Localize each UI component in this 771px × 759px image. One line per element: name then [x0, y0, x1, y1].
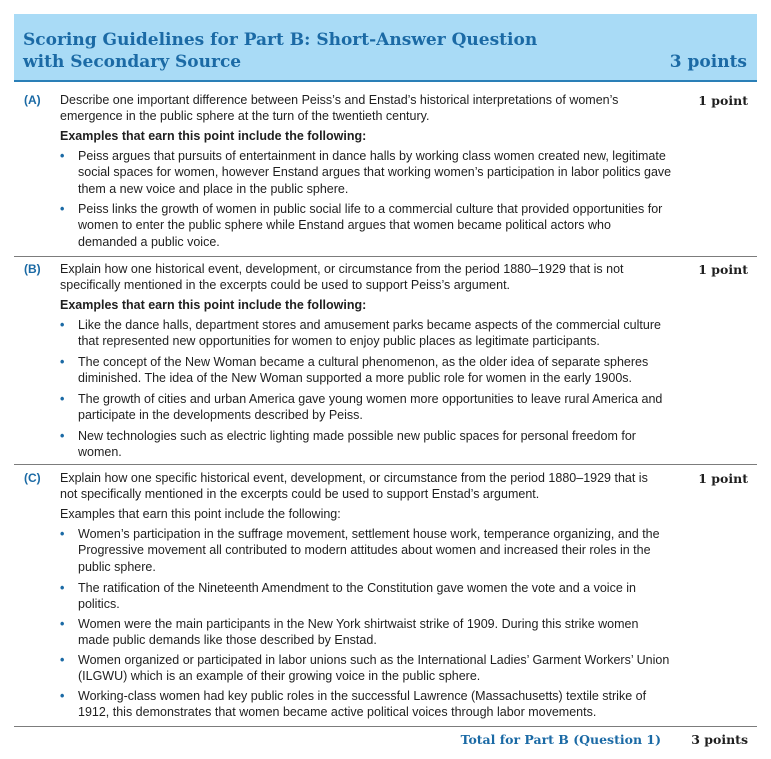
list-item: • The ratification of the Nineteenth Amendment to the Constitution gave women the vote and a voice in politics.	[60, 581, 636, 612]
section-prompt: Explain how one historical event, development, or circumstance from the period 1880–1929 that is not specifically mentioned in the excerpts could be used to support Peiss’s argument.	[60, 262, 624, 293]
total-points: 3 points	[691, 732, 748, 747]
section-letter: (C)	[24, 471, 41, 485]
total-points-header: 3 points	[669, 52, 747, 72]
bullet-icon: •	[60, 202, 65, 216]
list-item: • New technologies such as electric lighting made possible new public spaces for personal freedom for women.	[60, 429, 636, 460]
bullet-icon: •	[60, 355, 65, 369]
list-item: • Peiss links the growth of women in public social life to a commercial culture that provided opportunities for women to enter the public sphere while Enstand argues that women became political actors who demanded a public voice.	[60, 202, 663, 249]
list-item: • Women organized or participated in labor unions such as the International Ladies’ Garment Workers’ Union (ILGWU) which is an example of their growing voice in the public sphere.	[60, 653, 670, 684]
section-points: 1 point	[698, 262, 748, 277]
header-banner	[14, 14, 757, 82]
section-a	[14, 92, 757, 257]
section-points: 1 point	[698, 93, 748, 108]
list-item: • Peiss argues that pursuits of entertainment in dance halls by working class women created new, legitimate social spaces for women, however Enstand argues that working women’s participation in labor politics gave them a new voice and place in the public sphere.	[60, 149, 672, 196]
list-item: • Working-class women had key public roles in the successful Lawrence (Massachusetts) textile strike of 1912, this demonstrates that women became active political voices through labor movements.	[60, 689, 647, 720]
bullet-icon: •	[60, 318, 65, 332]
examples-heading: Examples that earn this point include the following:	[60, 129, 367, 143]
section-prompt: Describe one important difference between Peiss’s and Enstad’s historical interpretations of women’s emergence in the public sphere at the turn of the twentieth century.	[60, 93, 619, 124]
bullet-icon: •	[60, 429, 65, 443]
bullet-icon: •	[60, 581, 65, 595]
section-letter: (B)	[24, 262, 41, 276]
section-b	[14, 261, 757, 465]
section-letter: (A)	[24, 93, 41, 107]
examples-heading: Examples that earn this point include the following:	[60, 507, 341, 521]
bullet-icon: •	[60, 149, 65, 163]
bullet-icon: •	[60, 617, 65, 631]
section-prompt: Explain how one specific historical event, development, or circumstance from the period 1880–1929 that is not specifically mentioned in the excerpts could be used to support Enstad’s argument.	[60, 471, 648, 502]
list-item: • Women were the main participants in the New York shirtwaist strike of 1909. During this strike women made public demands like those described by Enstad.	[60, 617, 639, 648]
total-row	[14, 732, 757, 750]
bullet-icon: •	[60, 653, 65, 667]
section-points: 1 point	[698, 471, 748, 486]
list-item: • Like the dance halls, department stores and amusement parks became aspects of the commercial culture that represented new opportunities for women to enjoy public places as legitimate participants.	[60, 318, 661, 349]
section-c	[14, 470, 757, 727]
page-title: Scoring Guidelines for Part B: Short-Answer Question with Secondary Source	[23, 30, 538, 72]
total-label: Total for Part B (Question 1)	[460, 732, 661, 747]
bullet-icon: •	[60, 689, 65, 703]
list-item: • Women’s participation in the suffrage movement, settlement house work, temperance organizing, and the Progressive movement all contributed to modern attitudes about women and increased their roles in the public sphere.	[60, 527, 660, 574]
list-item: • The concept of the New Woman became a cultural phenomenon, as the older idea of separate spheres diminished. The idea of the New Woman supported a more public role for women in the early 1900s.	[60, 355, 649, 386]
list-item: • The growth of cities and urban America gave young women more opportunities to leave rural America and participate in the developments described by Peiss.	[60, 392, 663, 423]
examples-heading: Examples that earn this point include the following:	[60, 298, 367, 312]
bullet-icon: •	[60, 392, 65, 406]
bullet-icon: •	[60, 527, 65, 541]
